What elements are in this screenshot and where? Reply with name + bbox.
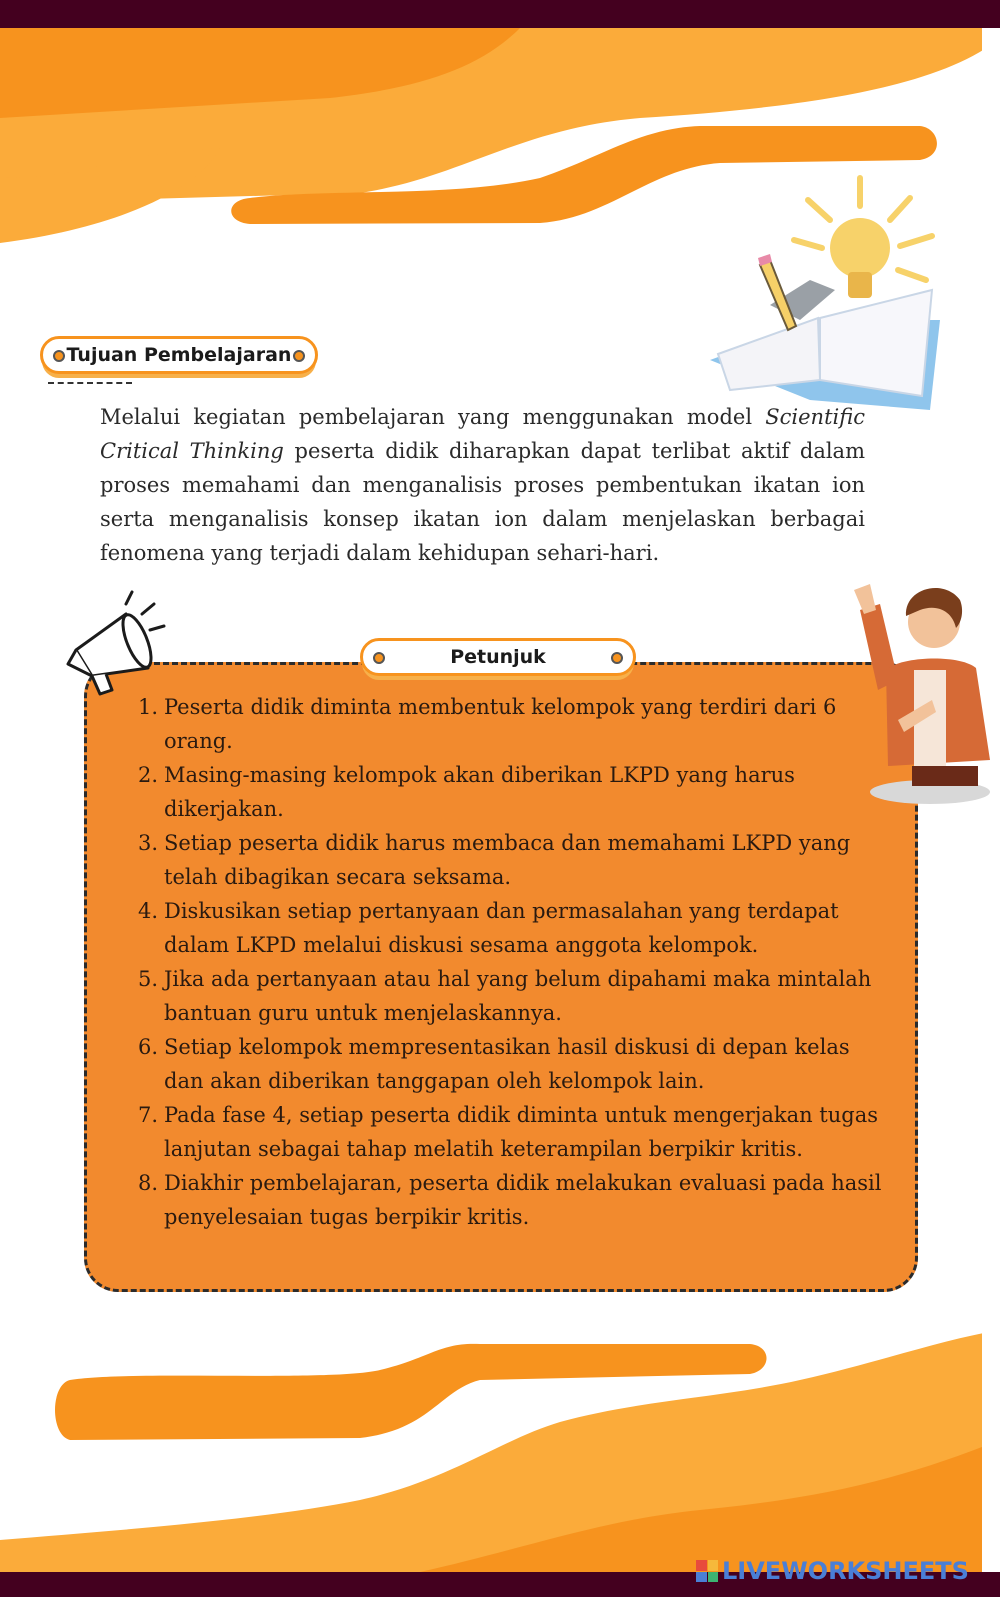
item-text: Setiap peserta didik harus membaca dan memahami LKPD yang telah dibagikan secara seksama. [164, 831, 851, 889]
tujuan-pembelajaran-heading [40, 336, 318, 374]
petunjuk-item [138, 962, 890, 1030]
top-border-bar [0, 0, 1000, 28]
tujuan-text-before: Melalui kegiatan pembelajaran yang menggunakan model [100, 405, 766, 429]
circle-icon [611, 652, 623, 664]
teacher-pointing-icon [840, 570, 1000, 810]
liveworksheets-logo [696, 1556, 969, 1586]
item-text: Jika ada pertanyaan atau hal yang belum dipahami maka mintalah bantuan guru untuk menjelaskannya. [164, 967, 872, 1025]
tujuan-text-after: peserta didik diharapkan dapat terlibat aktif dalam proses memahami dan menganalisis proses pembentukan ikatan ion serta menganalisis konsep ikatan ion dalam menjelaskan berbagai fenomena yang terjadi dalam kehidupan sehari-hari. [100, 439, 865, 565]
item-number: 3. [138, 831, 159, 855]
item-number: 1. [138, 695, 159, 719]
tujuan-text-italic: Scientific Critical Thinking [100, 405, 865, 463]
petunjuk-item [138, 1166, 890, 1234]
item-text: Diakhir pembelajaran, peserta didik melakukan evaluasi pada hasil penyelesaian tugas berpikir kritis. [164, 1171, 882, 1229]
circle-icon [53, 350, 65, 362]
liveworksheets-logo-icon [696, 1560, 718, 1582]
petunjuk-list [138, 690, 890, 1234]
petunjuk-item [138, 826, 890, 894]
item-text: Pada fase 4, setiap peserta didik diminta untuk mengerjakan tugas lanjutan sebagai tahap melatih keterampilan berpikir kritis. [164, 1103, 879, 1161]
watermark-text: LIVEWORKSHEETS [722, 1557, 969, 1585]
tujuan-title: Tujuan Pembelajaran [66, 344, 292, 366]
item-text: Masing-masing kelompok akan diberikan LKPD yang harus dikerjakan. [164, 763, 795, 821]
circle-icon [293, 350, 305, 362]
book-lightbulb-icon [700, 170, 960, 420]
petunjuk-item [138, 1030, 890, 1098]
item-number: 4. [138, 899, 159, 923]
item-number: 5. [138, 967, 159, 991]
circle-icon [373, 652, 385, 664]
petunjuk-item [138, 894, 890, 962]
tujuan-paragraph [100, 400, 865, 570]
item-number: 7. [138, 1103, 159, 1127]
item-text: Peserta didik diminta membentuk kelompok yang terdiri dari 6 orang. [164, 695, 837, 753]
bottom-wave-decoration [0, 1330, 1000, 1572]
heading-dash-line [48, 382, 132, 384]
petunjuk-title: Petunjuk [450, 646, 546, 668]
item-text: Diskusikan setiap pertanyaan dan permasalahan yang terdapat dalam LKPD melalui diskusi sesama anggota kelompok. [164, 899, 839, 957]
petunjuk-item [138, 690, 890, 758]
petunjuk-item [138, 758, 890, 826]
petunjuk-heading [360, 638, 636, 676]
item-number: 2. [138, 763, 159, 787]
item-text: Setiap kelompok mempresentasikan hasil diskusi di depan kelas dan akan diberikan tanggapan oleh kelompok lain. [164, 1035, 850, 1093]
item-number: 8. [138, 1171, 159, 1195]
petunjuk-item [138, 1098, 890, 1166]
item-number: 6. [138, 1035, 159, 1059]
